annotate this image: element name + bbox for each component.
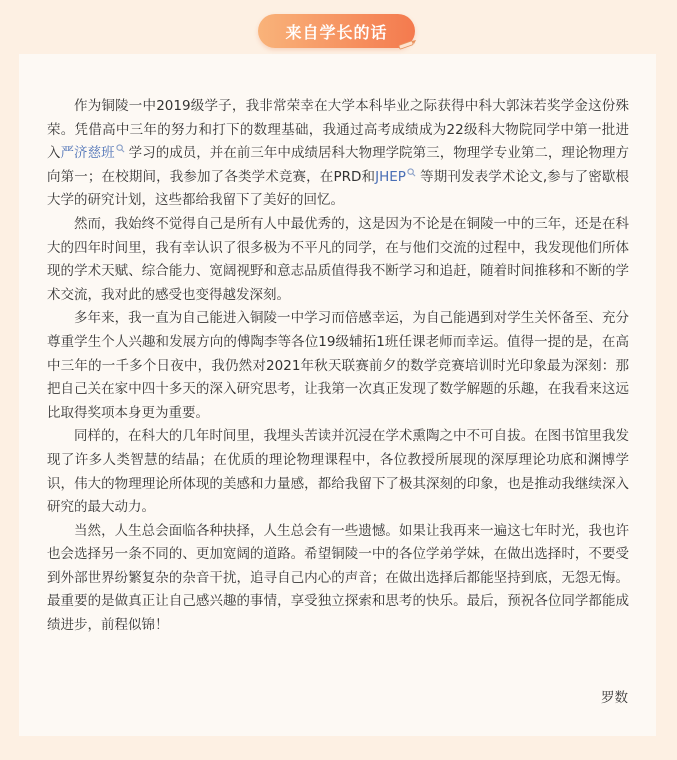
- section-title: 来自学长的话: [285, 22, 388, 42]
- pen-icon: [397, 38, 417, 52]
- search-icon[interactable]: [116, 144, 125, 153]
- paragraph-4: 同样的，在科大的几年时间里，我埋头苦读并沉浸在学术熏陶之中不可自拔。在图书馆里我发现了许多人类智慧的结晶；在优质的理论物理课程中，各位教授所展现的深厚理论功底和渊博学识，伟大的物理理论所体现的美感和力量感，都给我留下了极其深刻的印象，也是推动我继续深入研究的最大动力。: [47, 428, 629, 516]
- paragraph-1-text-b: 学习的成员，并在前三年中成绩居科大物理学院第三，物理学专业第二，理论物理方向第一；在校期间，我参加了各类学术竞赛，在PRD和: [47, 145, 630, 185]
- term-link-jhep[interactable]: JHEP: [375, 168, 406, 185]
- paragraph-1-text-c: 等期刊发表学术论文,参与了密歇根大学的研究计划，这些都给我留下了美好的回忆。: [47, 168, 629, 209]
- search-icon[interactable]: [407, 168, 416, 177]
- paragraph-5: 当然，人生总会面临各种抉择，人生总会有一些遗憾。如果让我再来一遍这七年时光，我也许也会选择另一条不同的、更加宽阔的道路。希望铜陵一中的各位学弟学妹，在做出选择时，不要受到外部世界纷繁复杂的杂音干扰，追寻自己内心的声音；在做出选择后都能坚持到底，无怨无悔。最重要的是做真正让自己感兴趣的事情，享受独立探索和思考的快乐。最后，预祝各位同学都能成绩进步，前程似锦！: [47, 522, 629, 634]
- message-body: [47, 95, 629, 638]
- author-signature: 罗数: [601, 690, 628, 706]
- paragraph-3: 多年来，我一直为自己能进入铜陵一中学习而倍感幸运，为自己能遇到对学生关怀备至、充分尊重学生个人兴趣和发展方向的傅陶李等各位19级辅拓1班任课老师而幸运。值得一提的是，在高中三年的一千多个日夜中，我仍然对2021年秋天联赛前夕的数学竞赛培训时光印象最为深刻：那把自己关在家中四十多天的深入研究思考，让我第一次真正发现了数学解题的乐趣，在我看来这远比取得奖项本身更为重要。: [47, 310, 629, 421]
- paragraph-1: [47, 95, 629, 213]
- section-title-banner: [258, 14, 415, 48]
- term-link-yanjici-class[interactable]: 严济慈班: [60, 145, 115, 162]
- paragraph-1-text-a: 作为铜陵一中2019级学子，我非常荣幸在大学本科毕业之际获得中科大郭沫若奖学金这份殊荣。凭借高中三年的努力和打下的数理基础，我通过高考成绩成为22级科大物院同学中第一批进入: [47, 98, 629, 162]
- paragraph-2: 然而，我始终不觉得自己是所有人中最优秀的，这是因为不论是在铜陵一中的三年，还是在科大的四年时间里，我有幸认识了很多极为不平凡的同学，在与他们交流的过程中，我发现他们所体现的学术天赋、综合能力、宽阔视野和意志品质值得我不断学习和追赶，随着时间推移和不断的学术交流，我对此的感受也变得越发深刻。: [47, 215, 629, 303]
